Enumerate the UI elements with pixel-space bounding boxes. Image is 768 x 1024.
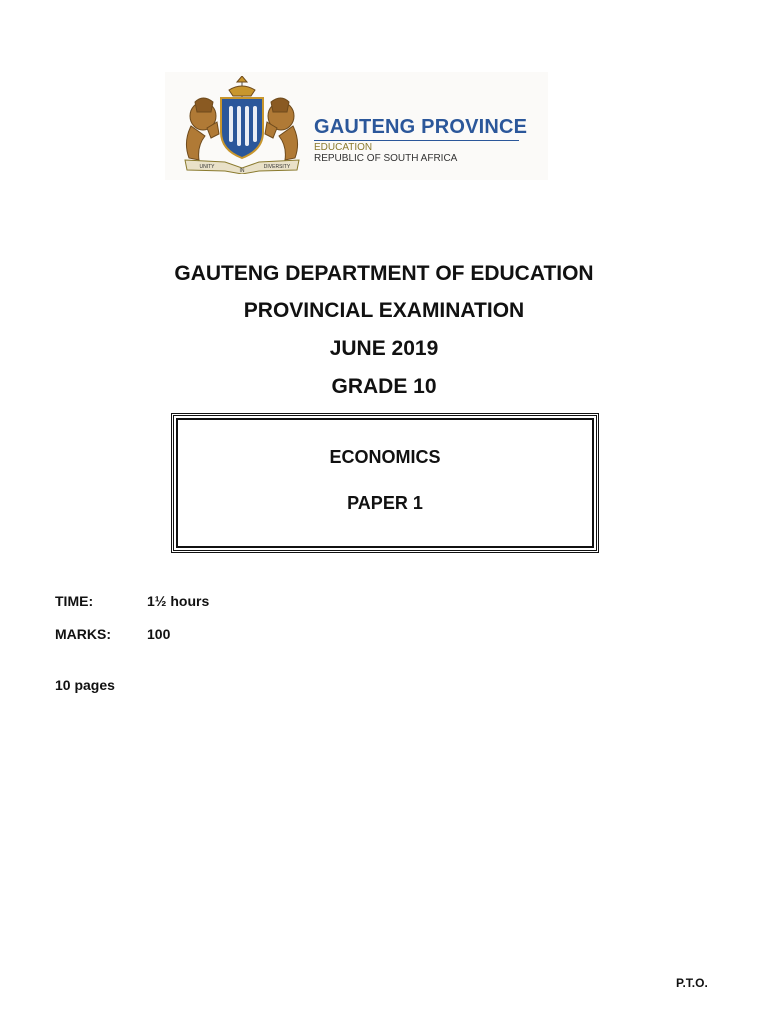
marks-label: MARKS: <box>55 626 111 642</box>
paper-title: PAPER 1 <box>347 493 423 513</box>
page-count: 10 pages <box>55 677 115 693</box>
pto-note: P.T.O. <box>676 976 708 990</box>
marks-value: 100 <box>147 626 171 642</box>
coat-of-arms-icon <box>177 76 307 174</box>
logo-title: GAUTENG PROVINCE <box>314 116 528 138</box>
logo-country: REPUBLIC OF SOUTH AFRICA <box>314 153 458 164</box>
motto-word-2: IN <box>239 168 245 174</box>
time-label: TIME: <box>55 593 94 609</box>
grade-heading: GRADE 10 <box>331 375 437 398</box>
subject-box <box>171 413 599 553</box>
gauteng-logo <box>165 72 548 180</box>
motto-word-1: UNITY <box>199 164 215 170</box>
logo-divider <box>314 140 519 141</box>
logo-subtitle: EDUCATION <box>314 142 373 153</box>
subject-box-inner <box>176 418 594 548</box>
session-heading: JUNE 2019 <box>329 337 439 360</box>
right-lion <box>265 98 298 160</box>
exam-heading: PROVINCIAL EXAMINATION <box>243 299 525 322</box>
left-lion <box>186 98 219 160</box>
subject-title: ECONOMICS <box>329 447 441 467</box>
crest-top <box>229 76 255 98</box>
time-value: 1½ hours <box>147 593 210 609</box>
motto-word-3: DIVERSITY <box>263 164 291 170</box>
department-heading: GAUTENG DEPARTMENT OF EDUCATION <box>174 262 594 285</box>
